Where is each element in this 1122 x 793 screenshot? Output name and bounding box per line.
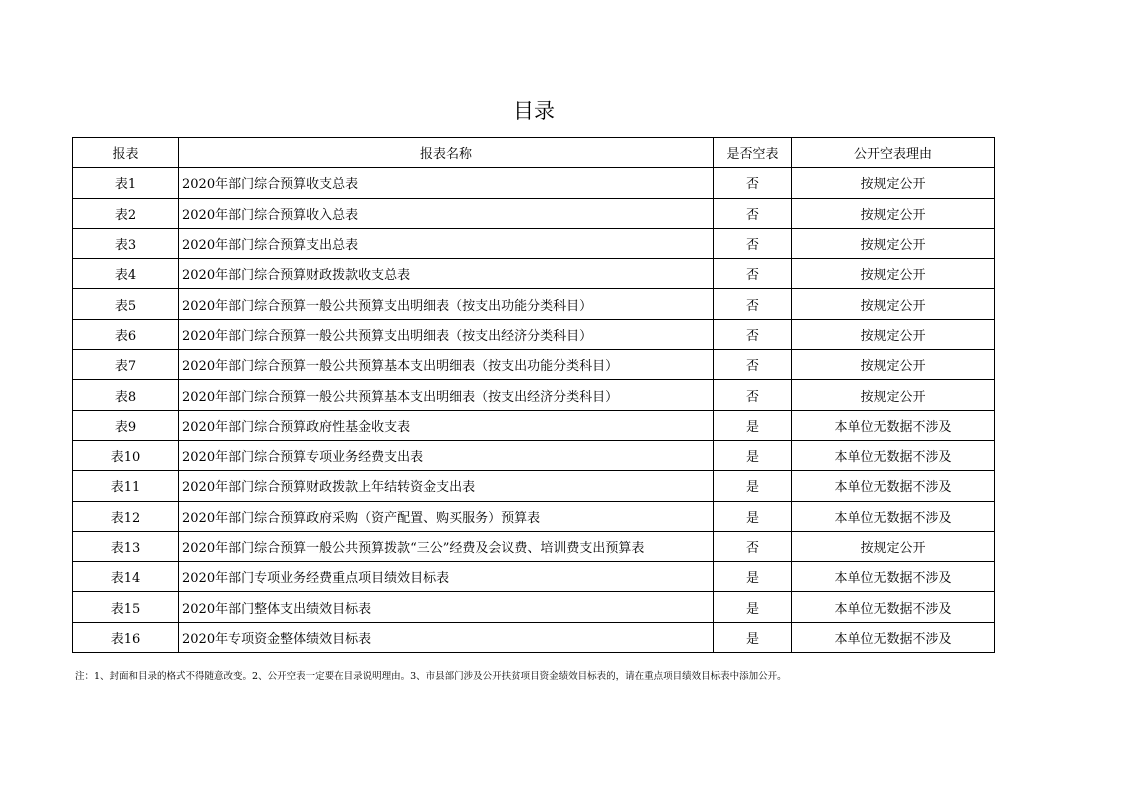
report-no-cell: 表13	[73, 531, 179, 561]
is-empty-cell: 是	[714, 440, 792, 470]
report-no-cell: 表15	[73, 592, 179, 622]
table-row	[73, 198, 995, 228]
report-no-cell: 表14	[73, 562, 179, 592]
report-no-cell: 表16	[73, 622, 179, 652]
table-row	[73, 319, 995, 349]
empty-reason-cell: 按规定公开	[792, 380, 995, 410]
empty-reason-cell: 按规定公开	[792, 531, 995, 561]
report-no-cell: 表3	[73, 228, 179, 258]
report-name-cell: 2020年部门综合预算财政拨款上年结转资金支出表	[179, 471, 714, 501]
is-empty-cell: 否	[714, 168, 792, 198]
is-empty-cell: 是	[714, 410, 792, 440]
table-row	[73, 592, 995, 622]
header-is-empty: 是否空表	[714, 138, 792, 168]
empty-reason-cell: 本单位无数据不涉及	[792, 562, 995, 592]
empty-reason-cell: 按规定公开	[792, 168, 995, 198]
is-empty-cell: 否	[714, 228, 792, 258]
report-name-cell: 2020年部门综合预算收入总表	[179, 198, 714, 228]
table-row	[73, 380, 995, 410]
table-row	[73, 259, 995, 289]
report-name-cell: 2020年部门综合预算专项业务经费支出表	[179, 440, 714, 470]
table-row	[73, 289, 995, 319]
table-header-row	[73, 138, 995, 168]
report-name-cell: 2020年部门综合预算一般公共预算支出明细表（按支出功能分类科目）	[179, 289, 714, 319]
footnote: 注：1、封面和目录的格式不得随意改变。2、公开空表一定要在目录说明理由。3、市县部门涉及公开扶贫项目资金绩效目标表的，请在重点项目绩效目标表中添加公开。	[75, 671, 787, 682]
report-no-cell: 表1	[73, 168, 179, 198]
empty-reason-cell: 按规定公开	[792, 228, 995, 258]
report-name-cell: 2020年部门综合预算收支总表	[179, 168, 714, 198]
report-no-cell: 表12	[73, 501, 179, 531]
report-name-cell: 2020年部门综合预算政府采购（资产配置、购买服务）预算表	[179, 501, 714, 531]
report-no-cell: 表6	[73, 319, 179, 349]
table-row	[73, 501, 995, 531]
report-name-cell: 2020年部门综合预算支出总表	[179, 228, 714, 258]
report-name-cell: 2020年部门整体支出绩效目标表	[179, 592, 714, 622]
table-row	[73, 410, 995, 440]
table-row	[73, 350, 995, 380]
empty-reason-cell: 按规定公开	[792, 319, 995, 349]
report-no-cell: 表10	[73, 440, 179, 470]
is-empty-cell: 否	[714, 259, 792, 289]
report-no-cell: 表7	[73, 350, 179, 380]
is-empty-cell: 是	[714, 471, 792, 501]
report-name-cell: 2020年部门综合预算一般公共预算拨款“三公”经费及会议费、培训费支出预算表	[179, 531, 714, 561]
report-no-cell: 表9	[73, 410, 179, 440]
report-name-cell: 2020年部门综合预算政府性基金收支表	[179, 410, 714, 440]
toc-table	[72, 137, 995, 653]
is-empty-cell: 是	[714, 592, 792, 622]
report-no-cell: 表11	[73, 471, 179, 501]
report-name-cell: 2020年部门专项业务经费重点项目绩效目标表	[179, 562, 714, 592]
table-row	[73, 622, 995, 652]
report-no-cell: 表5	[73, 289, 179, 319]
report-name-cell: 2020年部门综合预算财政拨款收支总表	[179, 259, 714, 289]
empty-reason-cell: 本单位无数据不涉及	[792, 410, 995, 440]
table-row	[73, 562, 995, 592]
report-name-cell: 2020年部门综合预算一般公共预算基本支出明细表（按支出功能分类科目）	[179, 350, 714, 380]
table-row	[73, 168, 995, 198]
empty-reason-cell: 按规定公开	[792, 289, 995, 319]
is-empty-cell: 是	[714, 562, 792, 592]
report-name-cell: 2020年部门综合预算一般公共预算基本支出明细表（按支出经济分类科目）	[179, 380, 714, 410]
empty-reason-cell: 按规定公开	[792, 259, 995, 289]
header-report-name: 报表名称	[179, 138, 714, 168]
table-row	[73, 471, 995, 501]
empty-reason-cell: 本单位无数据不涉及	[792, 622, 995, 652]
header-report-no: 报表	[73, 138, 179, 168]
is-empty-cell: 否	[714, 289, 792, 319]
report-no-cell: 表8	[73, 380, 179, 410]
table-row	[73, 440, 995, 470]
is-empty-cell: 是	[714, 501, 792, 531]
table-row	[73, 531, 995, 561]
empty-reason-cell: 本单位无数据不涉及	[792, 471, 995, 501]
report-no-cell: 表2	[73, 198, 179, 228]
empty-reason-cell: 本单位无数据不涉及	[792, 501, 995, 531]
report-no-cell: 表4	[73, 259, 179, 289]
report-name-cell: 2020年部门综合预算一般公共预算支出明细表（按支出经济分类科目）	[179, 319, 714, 349]
empty-reason-cell: 本单位无数据不涉及	[792, 592, 995, 622]
is-empty-cell: 否	[714, 198, 792, 228]
is-empty-cell: 是	[714, 622, 792, 652]
report-name-cell: 2020年专项资金整体绩效目标表	[179, 622, 714, 652]
empty-reason-cell: 按规定公开	[792, 198, 995, 228]
empty-reason-cell: 本单位无数据不涉及	[792, 440, 995, 470]
table-row	[73, 228, 995, 258]
is-empty-cell: 否	[714, 531, 792, 561]
page-title: 目录	[513, 99, 555, 123]
is-empty-cell: 否	[714, 350, 792, 380]
is-empty-cell: 否	[714, 380, 792, 410]
is-empty-cell: 否	[714, 319, 792, 349]
header-empty-reason: 公开空表理由	[792, 138, 995, 168]
empty-reason-cell: 按规定公开	[792, 350, 995, 380]
